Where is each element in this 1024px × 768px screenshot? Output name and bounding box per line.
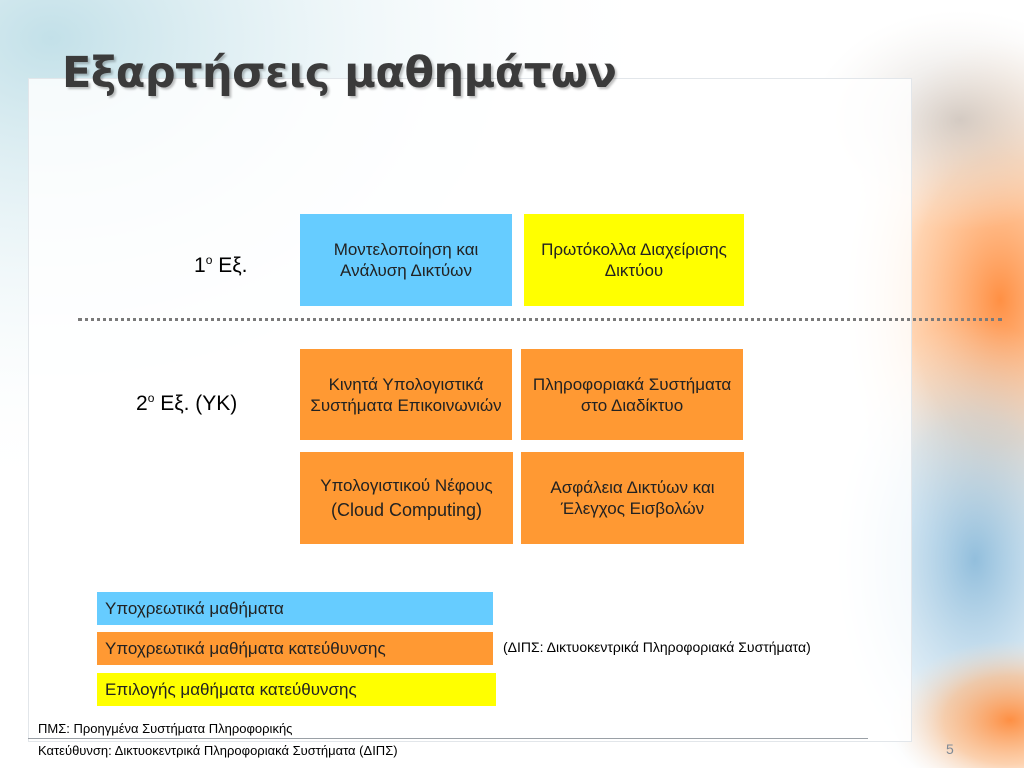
- year-divider: [78, 318, 1002, 321]
- legend-mandatory: [97, 592, 493, 625]
- course-box-cloud-computing: [300, 452, 513, 544]
- footer-specialization: Κατεύθυνση: Δικτυοκεντρικά Πληροφοριακά Συστήματα (ΔΙΠΣ): [38, 743, 398, 758]
- footer-rule: [28, 738, 868, 739]
- legend-label: Υποχρεωτικά μαθήματα κατεύθυνσης: [105, 638, 386, 658]
- slide-title: Εξαρτήσεις μαθημάτων: [62, 48, 617, 98]
- page-number: 5: [946, 741, 954, 757]
- year-2-ordinal: ο: [147, 391, 155, 405]
- year-1-suffix: Εξ.: [212, 254, 248, 277]
- year-1-label: [194, 253, 247, 278]
- course-box-web-information-systems: [521, 349, 743, 440]
- year-2-suffix: Εξ. (ΥΚ): [154, 392, 238, 415]
- legend-elective-specialization: [97, 673, 496, 706]
- course-label-line2: (Cloud Computing): [330, 500, 483, 520]
- year-2-label: [136, 391, 237, 416]
- year-2-number: 2: [136, 392, 148, 415]
- footer-program: ΠΜΣ: Προηγμένα Συστήματα Πληροφορικής: [38, 721, 293, 736]
- course-box-network-security: [521, 452, 744, 544]
- course-box-network-modeling: [300, 214, 512, 306]
- course-label: Πληροφοριακά Συστήματα στο Διαδίκτυο: [532, 374, 732, 415]
- course-label: Κινητά Υπολογιστικά Συστήματα Επικοινωνιών: [310, 374, 502, 415]
- legend-label: Επιλογής μαθήματα κατεύθυνσης: [105, 679, 357, 699]
- course-label: Πρωτόκολλα Διαχείρισης Δικτύου: [541, 240, 727, 280]
- course-box-mobile-computing: [300, 349, 512, 440]
- course-box-network-management-protocols: [524, 214, 744, 306]
- legend-note: (ΔΙΠΣ: Δικτυοκεντρικά Πληροφοριακά Συστήματα): [503, 639, 811, 655]
- course-label-line1: Υπολογιστικού Νέφους: [320, 476, 493, 495]
- legend-label: Υποχρεωτικά μαθήματα: [105, 598, 284, 618]
- course-label: Ασφάλεια Δικτύων και Έλεγχος Εισβολών: [550, 478, 715, 518]
- course-label: Μοντελοποίηση και Ανάλυση Δικτύων: [333, 240, 479, 280]
- legend-mandatory-specialization: [97, 632, 493, 665]
- year-1-ordinal: ο: [205, 253, 213, 267]
- year-1-number: 1: [194, 254, 206, 277]
